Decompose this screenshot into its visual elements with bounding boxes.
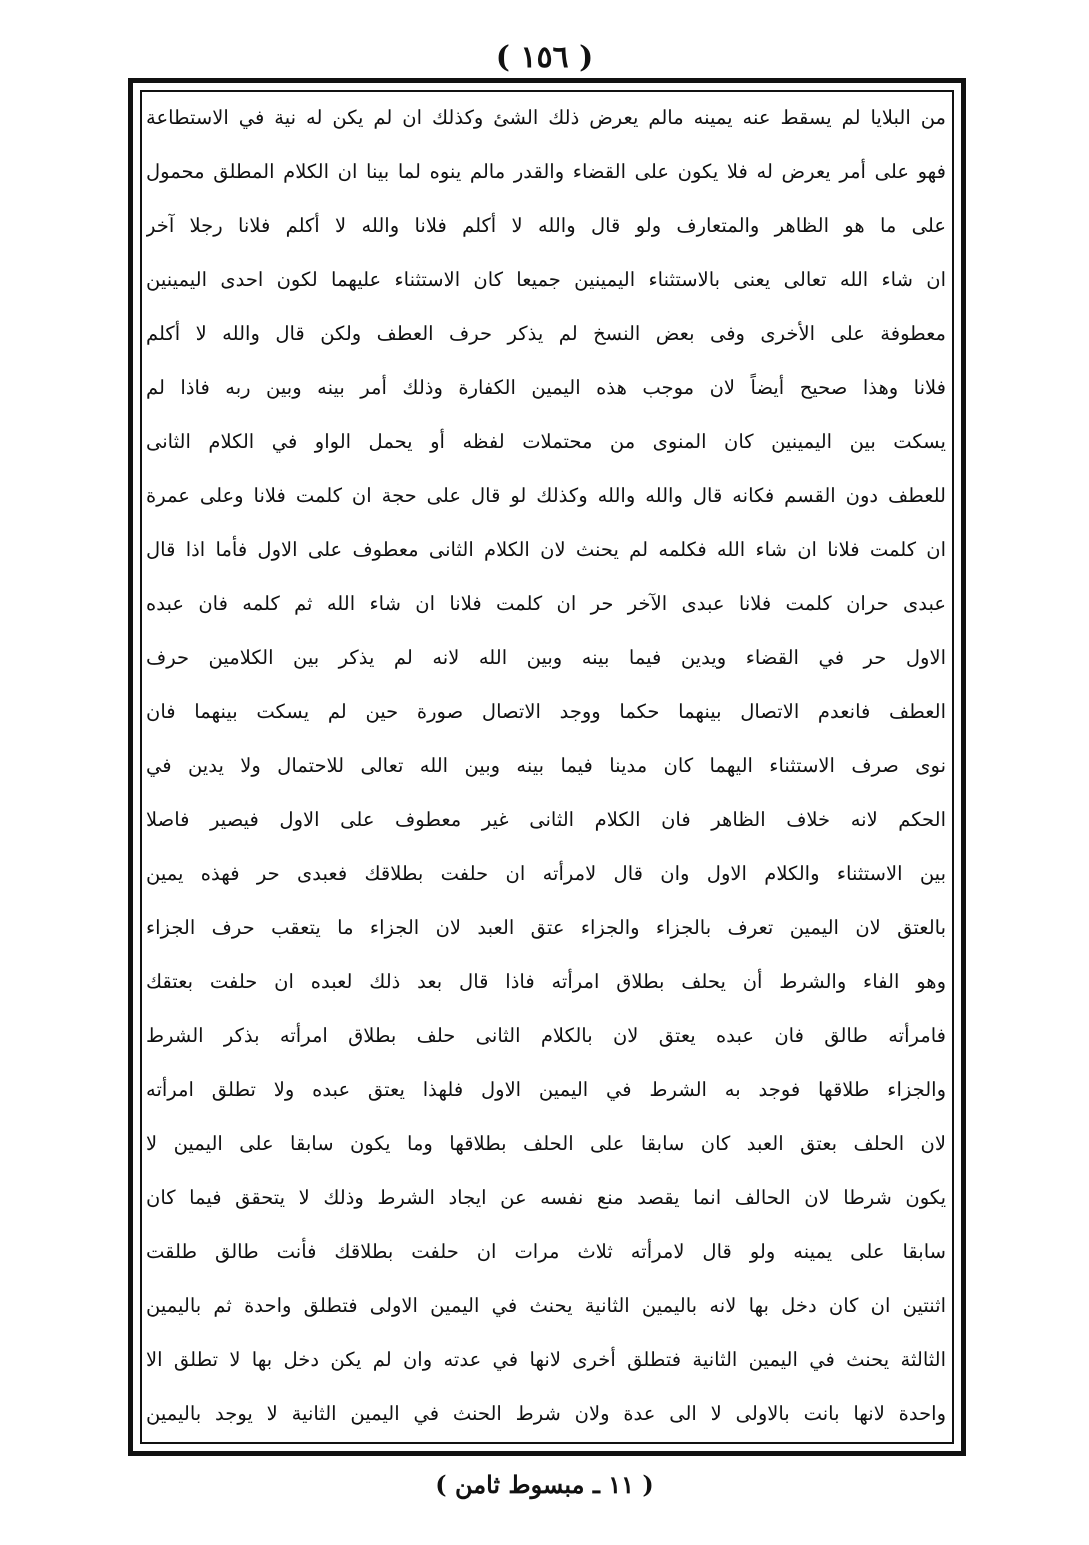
text-line: العطف فانعدم الاتصال بينهما حكما ووجد الاتصال صورة حين لم يسكت بينهما فان [146,700,946,723]
text-line: ان كلمت فلانا ان شاء الله فكلمه لم يحنث لان الكلام الثانى معطوف على الاول فأما اذا قال [146,538,946,561]
text-line: والجزاء طلاقها فوجد به الشرط في اليمين الاول فلهذا يعتق عبده ولا تطلق امرأته [146,1078,946,1101]
text-line: فلانا وهذا صحيح أيضاً لان موجب هذه اليمين الكفارة وذلك أمر بينه وبين ربه فاذا لم [146,376,946,399]
text-line: فامرأته طالق فان عبده يعتق لان بالكلام الثانى حلف بطلاق امرأته بذكر الشرط [146,1024,946,1047]
page-number: ( ١٥٦ ) [495,40,594,75]
text-line: من البلايا لم يسقط عنه يمينه مالم يعرض ذلك الشئ وكذلك ان لم يكن له نية في الاستطاعة [146,106,946,129]
text-line: سابقا على يمينه ولو قال لامرأته ثلاث مرات ان حلفت بطلاقك فأنت طالق طلقت [146,1240,946,1263]
text-line: نوى صرف الاستثناء اليهما كان مدينا فيما بينه وبين الله تعالى للاحتمال ولا يدين في [146,754,946,777]
text-line: الحكم لانه خلاف الظاهر فان الكلام الثانى غير معطوف على الاول فيصير فاصلا [146,808,946,831]
text-line: عبدى حران كلمت فلانا عبدى الآخر حر ان كلمت فلانا ان شاء الله ثم كلمه فان عبده [146,592,946,615]
text-line: بين الاستثناء والكلام الاول وان قال لامرأته ان حلفت بطلاقك فعبدى حر فهذه يمين [146,862,946,885]
text-line: للعطف دون القسم فكانه قال والله والله وكذلك لو قال على حجة ان كلمت فلانا وعلى عمرة [146,484,946,507]
text-line: اثنتين ان كان دخل بها لانه باليمين الثانية يحنث في اليمين الاولى فتطلق واحدة ثم باليمين [146,1294,946,1317]
signature-mark: ( ١١ ـ مبسوط ثامن ) [435,1470,654,1499]
text-line: على ما هو الظاهر والمتعارف ولو قال والله لا أكلم فلانا والله لا أكلم فلانا رجلا آخر [146,214,946,237]
text-line: واحدة لانها بانت بالاولى لا الى عدة ولان شرط الحنث في اليمين الثانية لا يوجد باليمين [146,1402,946,1425]
body-text [146,94,946,1440]
text-line: معطوفة على الأخرى وفى بعض النسخ لم يذكر حرف العطف ولكن قال والله لا أكلم [146,322,946,345]
text-line: بالعتق لان اليمين تعرف بالجزاء والجزاء عتق العبد لان الجزاء ما يتعقب حرف الجزاء [146,916,946,939]
text-line: لان الحلف بعتق العبد كان سابقا على الحلف بطلاقها وما يكون سابقا على اليمين لا [146,1132,946,1155]
text-line: فهو على أمر يعرض له فلا يكون على القضاء والقدر مالم ينوه لما بينا ان الكلام المطلق محمول [146,160,946,183]
text-line: ان شاء الله تعالى يعنى بالاستثناء اليمينين جميعا كان الاستثناء عليهما لكون احدى اليمينين [146,268,946,291]
text-line: يسكت بين اليمينين كان المنوى من محتملات لفظه أو يحمل الواو في الكلام الثانى [146,430,946,453]
text-line: الثالثة يحنث في اليمين الثانية فتطلق أخرى لانها في عدته وان لم يكن دخل بها لا تطلق الا [146,1348,946,1371]
text-line: وهو الفاء والشرط أن يحلف بطلاق امرأته فاذا قال بعد ذلك لعبده ان حلفت بعتقك [146,970,946,993]
text-line: يكون شرطا لان الحالف انما يقصد منع نفسه عن ايجاد الشرط وذلك لا يتحقق فيما كان [146,1186,946,1209]
text-line: الاول حر في القضاء ويدين فيما بينه وبين الله لانه لم يذكر بين الكلامين حرف [146,646,946,669]
